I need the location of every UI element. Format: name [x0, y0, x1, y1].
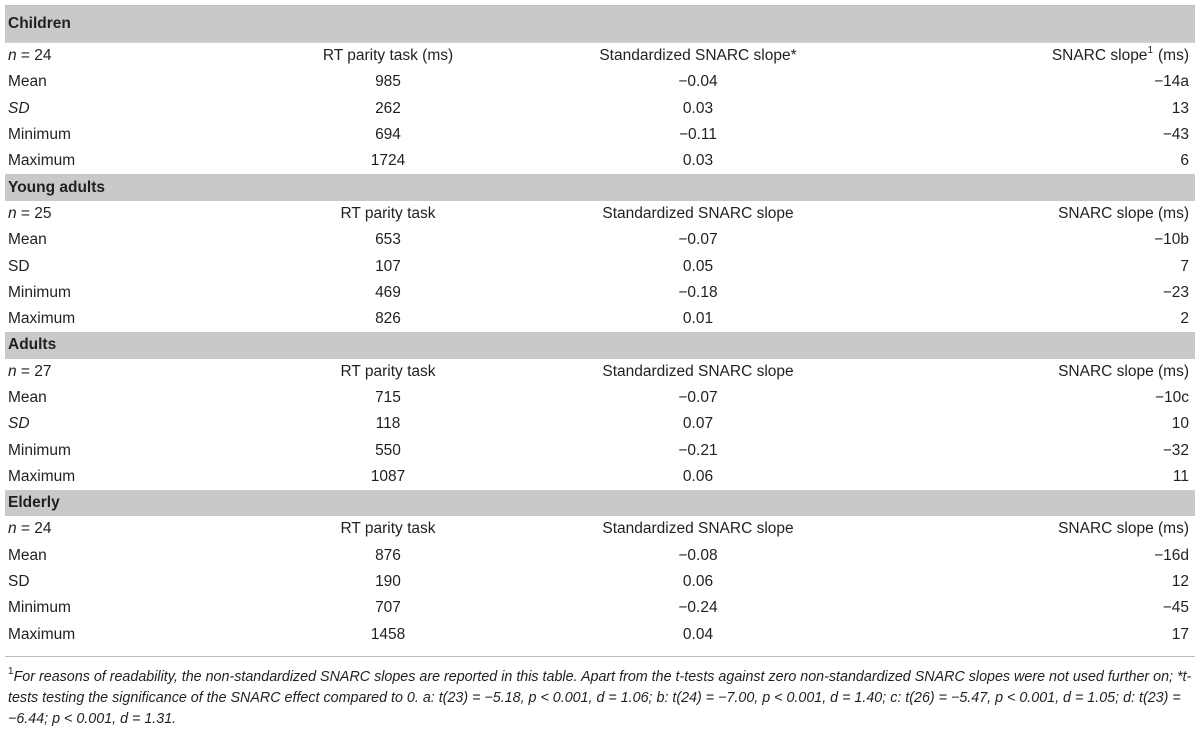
slope-value: 10: [1171, 415, 1189, 433]
n-symbol: n: [8, 204, 17, 222]
table-row: [5, 280, 1195, 306]
sample-size: [5, 359, 278, 385]
row-label: Mean: [8, 73, 47, 91]
sample-size: [5, 516, 278, 542]
n-equals: =: [16, 362, 35, 380]
rt-value: 118: [375, 415, 401, 433]
rt-value: 653: [375, 231, 401, 249]
n-symbol: n: [8, 520, 17, 538]
row-label: SD: [8, 573, 30, 591]
rt-value: 1087: [370, 467, 406, 485]
col-header-slope-text: SNARC slope (ms): [1058, 520, 1189, 538]
col-header-std-slope: Standardized SNARC slope: [602, 520, 794, 538]
table-row: [5, 96, 1195, 122]
data-table: [5, 6, 1195, 648]
col-header-rt: RT parity task (ms): [278, 43, 498, 70]
slope-value: −43: [1162, 126, 1189, 144]
col-header-slope: [898, 516, 1195, 542]
row-label: Mean: [8, 231, 47, 249]
n-equals: =: [16, 204, 35, 222]
std-slope-value: −0.04: [678, 73, 718, 91]
row-label: Minimum: [8, 126, 71, 144]
n-symbol: n: [8, 47, 17, 65]
n-value: 27: [34, 362, 52, 380]
sample-size: [5, 201, 278, 227]
rt-value: 715: [375, 389, 401, 406]
col-header-slope-unit: (ms): [1158, 47, 1189, 65]
std-slope-value: −0.18: [678, 283, 718, 301]
rt-value: 107: [375, 257, 401, 275]
column-header-row: [5, 43, 1195, 70]
row-label: SD: [8, 415, 30, 433]
group-header-row: [5, 332, 1195, 358]
std-slope-value: 0.04: [682, 625, 714, 643]
row-label: SD: [8, 99, 30, 117]
rt-value: 1458: [370, 625, 406, 643]
table-row: [5, 595, 1195, 621]
group-title: Children: [5, 6, 1195, 43]
slope-value: −16d: [1154, 546, 1189, 564]
table-row: [5, 543, 1195, 569]
col-header-slope: [898, 201, 1195, 227]
row-label: Maximum: [8, 310, 76, 328]
std-slope-value: −0.24: [678, 599, 718, 617]
footnote-marker: 1: [8, 666, 14, 678]
slope-value: 17: [1171, 625, 1189, 643]
table-row: [5, 464, 1195, 490]
slope-value: −10c: [1154, 389, 1189, 406]
rt-value: 262: [375, 99, 401, 117]
col-header-slope: [898, 43, 1195, 70]
sample-size: [5, 43, 278, 70]
col-header-std-slope: Standardized SNARC slope*: [498, 43, 898, 70]
col-header-slope-text: SNARC slope (ms): [1058, 204, 1189, 222]
col-header-slope-text: SNARC slope: [1051, 47, 1148, 65]
row-label: SD: [8, 257, 30, 275]
n-value: 24: [34, 47, 52, 65]
table-row: [5, 253, 1195, 279]
row-label: Minimum: [8, 441, 71, 459]
n-value: 25: [34, 204, 52, 222]
row-label: Minimum: [8, 599, 71, 617]
std-slope-value: 0.06: [682, 467, 714, 485]
group-title: Elderly: [5, 490, 1195, 516]
slope-value: 11: [1172, 467, 1189, 485]
slope-value: 13: [1171, 99, 1189, 117]
std-slope-value: −0.07: [678, 389, 718, 406]
rt-value: 826: [375, 310, 401, 328]
std-slope-value: 0.07: [682, 415, 714, 433]
slope-value: −32: [1162, 441, 1189, 459]
row-label: Mean: [8, 546, 47, 564]
row-label: Mean: [8, 389, 47, 406]
rt-value: 985: [375, 73, 401, 91]
col-header-rt: RT parity task: [340, 362, 436, 380]
table-row: [5, 437, 1195, 463]
std-slope-value: 0.03: [682, 152, 714, 170]
slope-value: −45: [1162, 599, 1189, 617]
rt-value: 469: [375, 283, 401, 301]
table-row: [5, 306, 1195, 332]
std-slope-value: −0.11: [678, 126, 718, 144]
n-value: 24: [34, 520, 52, 538]
slope-value: −10b: [1154, 231, 1189, 249]
table-row: [5, 385, 1195, 411]
rt-value: 876: [375, 546, 401, 564]
std-slope-value: 0.03: [682, 99, 714, 117]
footnote: [5, 656, 1195, 730]
rt-value: 694: [375, 126, 401, 144]
slope-value: 7: [1180, 257, 1189, 275]
table-row: [5, 122, 1195, 148]
std-slope-value: −0.21: [678, 441, 718, 459]
slope-value: −23: [1162, 283, 1189, 301]
table-row: [5, 569, 1195, 595]
table-row: [5, 148, 1195, 174]
column-header-row: [5, 359, 1195, 385]
row-label: Maximum: [8, 625, 76, 643]
col-header-slope: [898, 359, 1195, 385]
slope-value: 12: [1171, 573, 1189, 591]
rt-value: 190: [375, 573, 401, 591]
slope-value: 2: [1180, 310, 1189, 328]
n-symbol: n: [8, 362, 17, 380]
column-header-row: [5, 516, 1195, 542]
group-header-row: [5, 490, 1195, 516]
n-equals: =: [16, 47, 35, 65]
col-header-rt: RT parity task: [340, 204, 436, 222]
group-title: Young adults: [5, 174, 1195, 200]
row-label: Maximum: [8, 467, 76, 485]
table-row: [5, 411, 1195, 437]
col-header-std-slope: Standardized SNARC slope: [602, 204, 794, 222]
table-row: [5, 69, 1195, 95]
col-header-rt: RT parity task: [340, 520, 436, 538]
group-header-row: [5, 174, 1195, 200]
std-slope-value: 0.06: [682, 573, 714, 591]
row-label: Minimum: [8, 283, 71, 301]
slope-value: −14a: [1154, 73, 1189, 91]
std-slope-value: 0.01: [682, 310, 714, 328]
rt-value: 1724: [370, 152, 406, 170]
rt-value: 707: [375, 599, 401, 617]
row-label: Maximum: [8, 152, 76, 170]
footnote-ref: 1: [1147, 44, 1153, 56]
table-row: [5, 227, 1195, 253]
group-title: Adults: [5, 332, 1195, 358]
col-header-std-slope: Standardized SNARC slope: [602, 362, 794, 380]
footnote-text: For reasons of readability, the non-standardized SNARC slopes are reported in this table. Apart from the t-tests against zero non-standardized SNARC slopes were not used further on; *t-tests testing the significance of the SNARC effect compared to 0. a: t(23) = −5.18, p < 0.001, d = 1.06; b: t(24) = −7.00, p < 0.001, d = 1.40; c: t(26) = −5.47, p < 0.001, d = 1.05; d: t(23) = −6.44; p < 0.001, d = 1.31.: [8, 668, 1192, 727]
std-slope-value: 0.05: [682, 257, 714, 275]
std-slope-value: −0.07: [678, 231, 718, 249]
table-row: [5, 622, 1195, 648]
rt-value: 550: [375, 441, 401, 459]
column-header-row: [5, 201, 1195, 227]
table-container: [5, 0, 1195, 730]
n-equals: =: [16, 520, 35, 538]
col-header-slope-text: SNARC slope (ms): [1058, 362, 1189, 380]
slope-value: 6: [1180, 152, 1189, 170]
group-header-row: [5, 6, 1195, 43]
std-slope-value: −0.08: [678, 546, 718, 564]
